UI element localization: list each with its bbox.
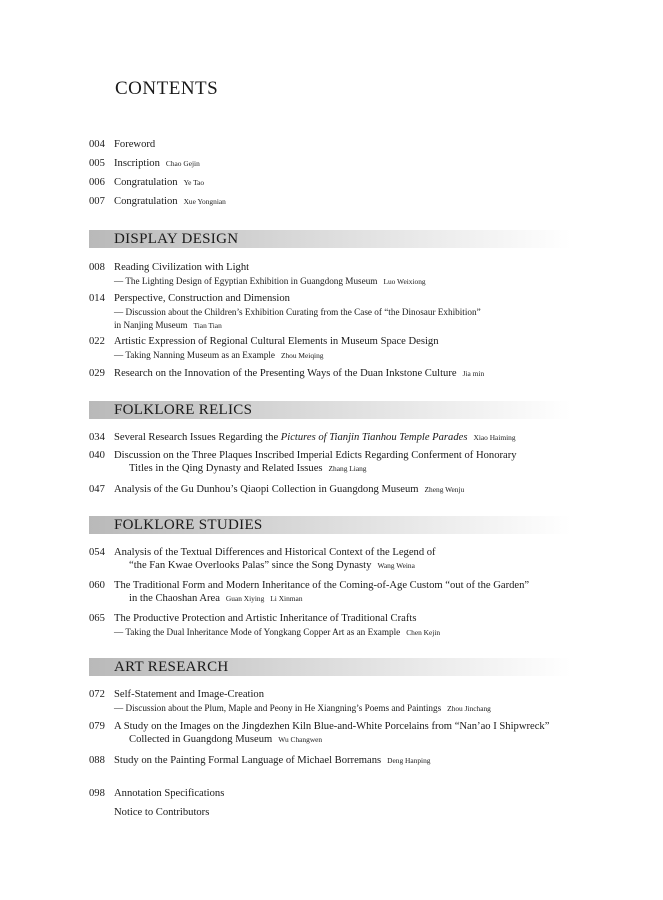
entry-title-cont: Titles in the Qing Dynasty and Related Issues [129, 463, 323, 474]
entry-title: Discussion on the Three Plaques Inscribed Imperial Edicts Regarding Conferment of Honorary [114, 450, 517, 461]
page-number: 072 [89, 689, 105, 700]
entry-author: Chen Kejin [406, 628, 441, 637]
page-number: 006 [89, 177, 105, 188]
entry-title: Artistic Expression of Regional Cultural Elements in Museum Space Design [114, 336, 439, 347]
entry-subtitle: — Discussion about the Plum, Maple and Peony in He Xiangning’s Poems and Paintings [114, 703, 442, 713]
entry-subtitle: — Discussion about the Children’s Exhibition Curating from the Case of “the Dinosaur Exhibition” [114, 307, 481, 317]
page-number: 098 [89, 788, 105, 799]
entry-title: Analysis of the Gu Dunhou’s Qiaopi Collection in Guangdong Museum [114, 484, 419, 495]
page-number: 008 [89, 262, 105, 273]
page-number: 022 [89, 336, 105, 347]
entry-author: Tian Tian [193, 321, 222, 330]
entry-author: Chao Gejin [165, 159, 200, 168]
entry-author: Xiao Haiming [473, 433, 516, 442]
entry-title-cont: in the Chaoshan Area [129, 593, 220, 604]
entry-author: Zhang Liang [328, 464, 367, 473]
entry-author: Guan Xiying [225, 594, 265, 603]
entry-title: Study on the Painting Formal Language of Michael Borremans [114, 755, 382, 766]
entry-title: Congratulation [114, 196, 178, 207]
entry-author: Jia min [462, 369, 485, 378]
entry-title: Research on the Innovation of the Presenting Ways of the Duan Inkstone Culture [114, 368, 457, 379]
entry-title: Several Research Issues Regarding the [114, 432, 281, 443]
page-number: 054 [89, 547, 105, 558]
entry-title: The Productive Protection and Artistic Inheritance of Traditional Crafts [114, 613, 417, 624]
entry-author: Zhou Jinchang [447, 704, 491, 713]
section-title: DISPLAY DESIGN [114, 231, 239, 247]
entry-title-cont: Collected in Guangdong Museum [129, 734, 273, 745]
entry-author: Zhou Meiqing [280, 351, 324, 360]
section-header-display-design [89, 230, 571, 248]
page-number: 014 [89, 293, 105, 304]
entry-title: Foreword [114, 139, 156, 150]
entry-title: Reading Civilization with Light [114, 262, 250, 273]
entry-title-italic: Pictures of Tianjin Tianhou Temple Parades [280, 432, 468, 443]
page-number: 007 [89, 196, 105, 207]
entry-author: Li Xinman [270, 594, 303, 603]
entry-author: Luo Weixiong [383, 277, 426, 286]
entry-author: Xue Yongnian [183, 197, 226, 206]
page-title: CONTENTS [115, 78, 219, 99]
page-number: 088 [89, 755, 105, 766]
page-number: 004 [89, 139, 105, 150]
entry-subtitle: — Taking Nanning Museum as an Example [114, 350, 275, 360]
entry-title: Annotation Specifications [114, 788, 225, 799]
page-number: 047 [89, 484, 105, 495]
page-number: 034 [89, 432, 105, 443]
entry-title: Congratulation [114, 177, 178, 188]
entry-title: Self-Statement and Image-Creation [114, 689, 265, 700]
page-number: 005 [89, 158, 105, 169]
entry-title: Analysis of the Textual Differences and Historical Context of the Legend of [114, 547, 436, 558]
entry-subtitle: — The Lighting Design of Egyptian Exhibition in Guangdong Museum [114, 276, 378, 286]
entry-author: Wang Weina [377, 561, 415, 570]
entry-subtitle-cont: in Nanjing Museum [114, 320, 188, 330]
section-title: ART RESEARCH [114, 659, 229, 675]
section-header-art-research [89, 658, 571, 676]
entry-author: Ye Tao [183, 178, 205, 187]
page-number: 029 [89, 368, 105, 379]
entry-author: Zheng Wenju [424, 485, 465, 494]
section-title: FOLKLORE STUDIES [114, 517, 263, 533]
entry-title: A Study on the Images on the Jingdezhen Kiln Blue-and-White Porcelains from “Nan’ao I Shipwreck” [114, 721, 550, 732]
entry-title-cont: “the Fan Kwae Overlooks Palas” since the Song Dynasty [129, 560, 372, 571]
entry-author: Wu Changwen [278, 735, 323, 744]
section-header-folklore-studies [89, 516, 571, 534]
entry-title: Perspective, Construction and Dimension [114, 293, 290, 304]
page-number: 040 [89, 450, 105, 461]
section-header-folklore-relics [89, 401, 571, 419]
page-number: 065 [89, 613, 105, 624]
page-number: 060 [89, 580, 105, 591]
page-number: 079 [89, 721, 105, 732]
entry-title: The Traditional Form and Modern Inheritance of the Coming-of-Age Custom “out of the Garden” [114, 580, 530, 591]
entry-subtitle: — Taking the Dual Inheritance Mode of Yongkang Copper Art as an Example [114, 627, 401, 637]
entry-author: Deng Hanping [387, 756, 431, 765]
entry-title-notice: Notice to Contributors [114, 807, 210, 818]
section-title: FOLKLORE RELICS [114, 402, 253, 418]
entry-title: Inscription [114, 158, 160, 169]
